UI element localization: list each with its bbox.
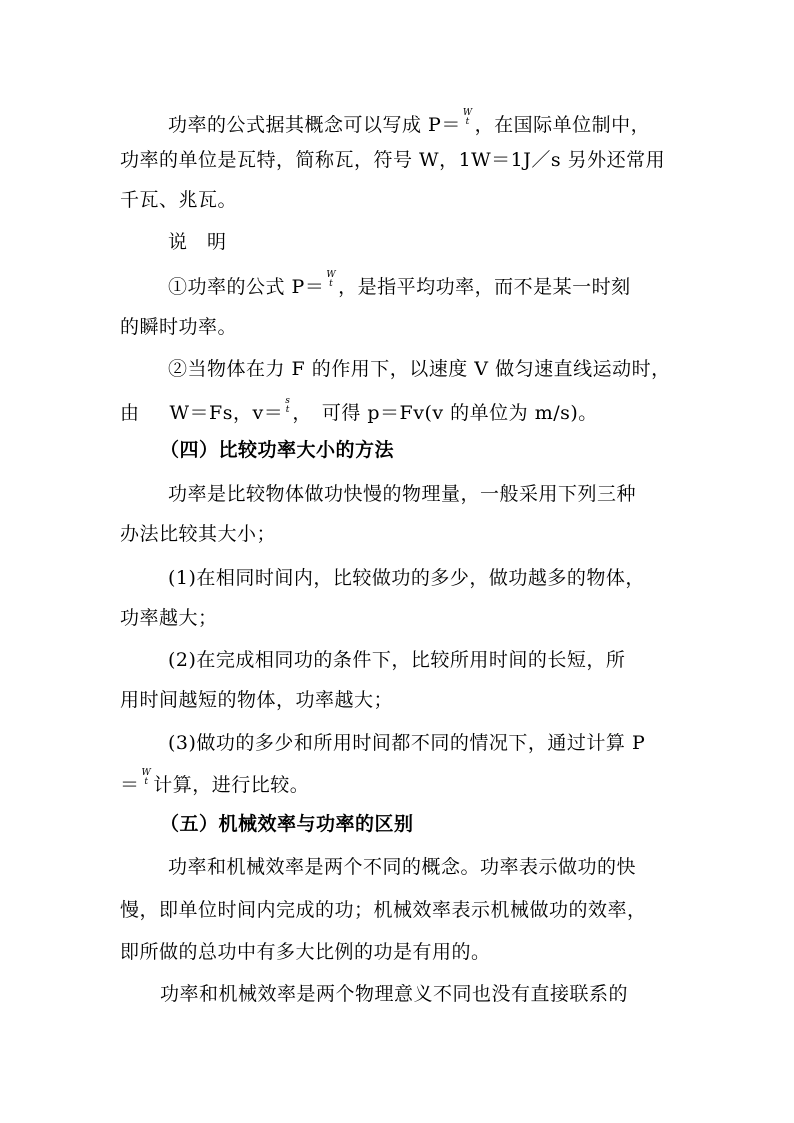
text: 计算，进行比较。	[153, 774, 310, 796]
fraction-w-over-t: W t	[326, 270, 337, 289]
section-heading-4: （四）比较功率大小的方法	[160, 439, 395, 461]
paragraph-power-formula	[168, 108, 651, 137]
text: ，在国际单位制中，	[474, 114, 651, 136]
paragraph-line: 用时间越短的物体，功率越大；	[120, 689, 394, 711]
paragraph-line: 功率的单位是瓦特，简称瓦，符号 W，1W＝1J／s 另外还常用	[120, 149, 666, 171]
paragraph-line: 慢，即单位时间内完成的功；机械效率表示机械做功的效率，	[120, 899, 647, 921]
text: ①功率的公式 P＝	[168, 276, 325, 298]
paragraph-line: 功率是比较物体做功快慢的物理量，一般采用下列三种	[168, 483, 637, 505]
text: ， 可得 p＝Fv(v 的单位为 m/s)。	[292, 402, 598, 424]
paragraph-line: 办法比较其大小；	[120, 523, 277, 545]
text: 功率的公式据其概念可以写成 P＝	[168, 114, 461, 136]
fraction-w-over-t: W t	[141, 768, 152, 787]
paragraph-line: 千瓦、兆瓦。	[120, 189, 238, 211]
section-heading-5: （五）机械效率与功率的区别	[160, 813, 414, 835]
paragraph-line: 的瞬时功率。	[120, 316, 238, 338]
text: ＝	[120, 774, 140, 796]
paragraph-line: 功率越大；	[120, 607, 218, 629]
fraction-w-over-t: W t	[462, 108, 473, 127]
note-item-2: ②当物体在力 F 的作用下，以速度 V 做匀速直线运动时，	[168, 358, 671, 380]
list-item-1: (1)在相同时间内，比较做功的多少，做功越多的物体，	[168, 567, 645, 589]
paragraph-formula-line	[120, 768, 310, 797]
list-item-3: (3)做功的多少和所用时间都不同的情况下，通过计算 P	[168, 732, 646, 754]
paragraph-formula-line	[120, 396, 598, 425]
paragraph-line: 即所做的总功中有多大比例的功是有用的。	[120, 941, 491, 963]
note-item-1	[168, 270, 631, 299]
note-heading: 说 明	[168, 231, 227, 253]
text: W＝Fs，v＝	[169, 402, 284, 424]
list-item-2: (2)在完成相同功的条件下，比较所用时间的长短，所	[168, 649, 626, 671]
fraction-s-over-t: s t	[285, 396, 291, 415]
text: ，是指平均功率，而不是某一时刻	[338, 276, 631, 298]
text: 由	[120, 402, 140, 424]
paragraph-line: 功率和机械效率是两个不同的概念。功率表示做功的快	[168, 856, 637, 878]
paragraph-line: 功率和机械效率是两个物理意义不同也没有直接联系的	[160, 983, 629, 1005]
